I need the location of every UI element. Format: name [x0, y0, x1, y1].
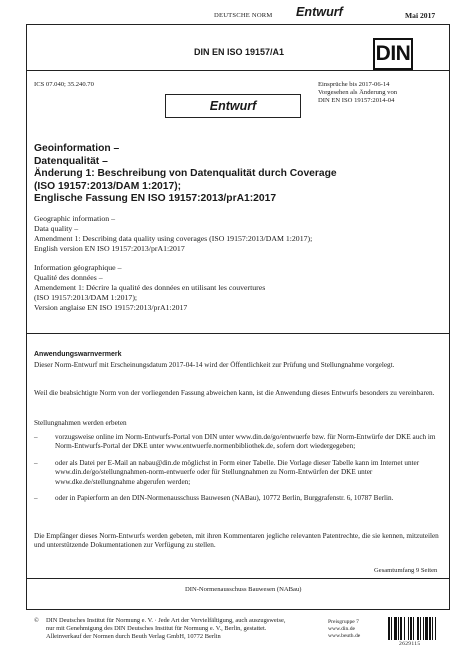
warning-paragraph: Dieser Norm-Entwurf mit Erscheinungsdatum 2017-04-14 wird der Öffentlichkeit zur Prüfung und Stellungnahme vorgelegt.	[34, 361, 395, 369]
committee-name: DIN-Normenausschuss Bauwesen (NABau)	[185, 586, 302, 593]
title-line: Data quality –	[34, 224, 79, 233]
title-line: Version anglaise EN ISO 19157:2013/prA1:2017	[34, 303, 188, 312]
title-line: (ISO 19157:2013/DAM 1:2017);	[34, 293, 138, 302]
divider-line	[26, 578, 450, 579]
barcode-bar	[404, 617, 405, 640]
barcode-bar	[410, 617, 412, 640]
title-line: English version EN ISO 19157:2013/prA1:2017	[34, 244, 185, 253]
title-line: Geographic information –	[34, 214, 115, 223]
price-line: www.beuth.de	[328, 632, 361, 639]
barcode-bar	[417, 617, 419, 640]
copyright-line: DIN Deutsches Institut für Normung e. V. · Jede Art der Vervielfältigung, auch auszugsweise,	[46, 617, 286, 624]
barcode-bar	[400, 617, 402, 640]
copyright-line: Alleinverkauf der Normen durch Beuth Verlag GmbH, 10772 Berlin	[46, 633, 221, 640]
standard-number: DIN EN ISO 19157/A1	[194, 47, 285, 57]
title-line: Amendment 1: Describing data quality using coverages (ISO 19157:2013/DAM 1:2017);	[34, 234, 313, 243]
dash-bullet: –	[34, 433, 38, 441]
header-org: DEUTSCHE NORM	[214, 12, 273, 19]
title-line: Qualité des données –	[34, 273, 103, 282]
copyright-line: nur mit Genehmigung des DIN Deutsches Institut für Normung e. V., Berlin, gestattet.	[46, 625, 267, 632]
list-item-text: oder in Papierform an den DIN-Normenausschuss Bauwesen (NABau), 10772 Berlin, Burggrafenstr. 6, 10787 Berlin.	[55, 494, 394, 503]
barcode-bar	[408, 617, 409, 640]
warning-paragraph: Stellungnahmen werden erbeten	[34, 419, 127, 427]
copyright-symbol: ©	[34, 617, 39, 624]
header-date: Mai 2017	[405, 11, 436, 20]
barcode-bar	[388, 617, 390, 640]
barcode-bar	[391, 617, 392, 640]
barcode-bar	[394, 617, 397, 640]
title-line: (ISO 19157:2013/DAM 1:2017);	[34, 180, 182, 192]
barcode-bar	[432, 617, 433, 640]
price-line: Preisgruppe 7	[328, 619, 359, 625]
divider-line	[26, 333, 450, 334]
header-draft-label: Entwurf	[296, 5, 343, 19]
title-german	[34, 143, 434, 206]
title-french	[34, 263, 444, 313]
warning-heading: Anwendungswarnvermerk	[34, 351, 122, 358]
barcode-bar	[423, 617, 424, 640]
title-line: Datenqualität –	[34, 155, 108, 167]
warning-paragraph: Weil die beabsichtigte Norm von der vorliegenden Fassung abweichen kann, ist die Anwendung dieses Entwurfs besonders zu vereinbaren.	[34, 389, 435, 397]
barcode-bar	[420, 617, 421, 640]
patent-paragraph: Die Empfänger dieses Norm-Entwurfs werden gebeten, mit ihren Kommentaren jegliche relevanten Patentrechte, die sie kennen, mitzuteilen und unterstützende Dokumentationen zur Verfügung zu stellen.	[34, 532, 439, 550]
barcode-bar	[425, 617, 428, 640]
total-pages: Gesamtumfang 9 Seiten	[374, 567, 438, 574]
title-line: Information géographique –	[34, 263, 122, 272]
title-line: Amendement 1: Décrire la qualité des données en utilisant les couvertures	[34, 283, 266, 292]
barcode-number: 2629115	[399, 641, 421, 647]
list-item-text: vorzugsweise online im Norm-Entwurfs-Portal von DIN unter www.din.de/go/entwuerfe bzw. für Norm-Entwürfe der DKE auch im Norm-Entwurfs-Portal der DKE unter www.entwuerfe.normenbibliothek.de, sofern dort wiedergegeben;	[55, 433, 436, 451]
dash-bullet: –	[34, 458, 38, 467]
ics-code: ICS 07.040; 35.240.70	[34, 81, 94, 88]
price-line: www.din.de	[328, 625, 355, 632]
draft-box: Entwurf	[165, 94, 301, 118]
divider-line	[26, 70, 450, 71]
barcode-bar	[398, 617, 399, 640]
objection-note	[318, 81, 448, 106]
price-group	[328, 619, 388, 639]
dash-bullet: –	[34, 494, 38, 503]
barcode-bar	[413, 617, 414, 640]
objection-line: Einsprüche bis 2017-06-14	[318, 81, 390, 88]
din-logo: DIN	[373, 38, 413, 70]
barcode-bar	[429, 617, 431, 640]
comment-options-list	[34, 433, 444, 510]
barcode-bar	[435, 617, 436, 640]
title-line: Änderung 1: Beschreibung von Datenqualität durch Coverage	[34, 168, 337, 179]
list-item-text: oder als Datei per E-Mail an nabau@din.de möglichst in Form einer Tabelle. Die Vorlage dieser Tabelle kann im Internet unter www.din.de/go/stellungnahmen-norm-entwuerfe oder für Stellungnahmen zu Norm-Entwürfen der DKE unter www.dke.de/stellungnahme abgerufen werden;	[55, 458, 420, 486]
objection-line: DIN EN ISO 19157:2014-04	[318, 97, 395, 105]
barcode	[388, 617, 444, 640]
list-item	[34, 494, 444, 503]
title-english	[34, 214, 444, 254]
title-line: Geoinformation –	[34, 143, 120, 154]
list-item	[34, 459, 444, 487]
title-line: Englische Fassung EN ISO 19157:2013/prA1:2017	[34, 193, 277, 204]
list-item	[34, 433, 444, 452]
objection-line: Vorgesehen als Änderung von	[318, 89, 398, 97]
